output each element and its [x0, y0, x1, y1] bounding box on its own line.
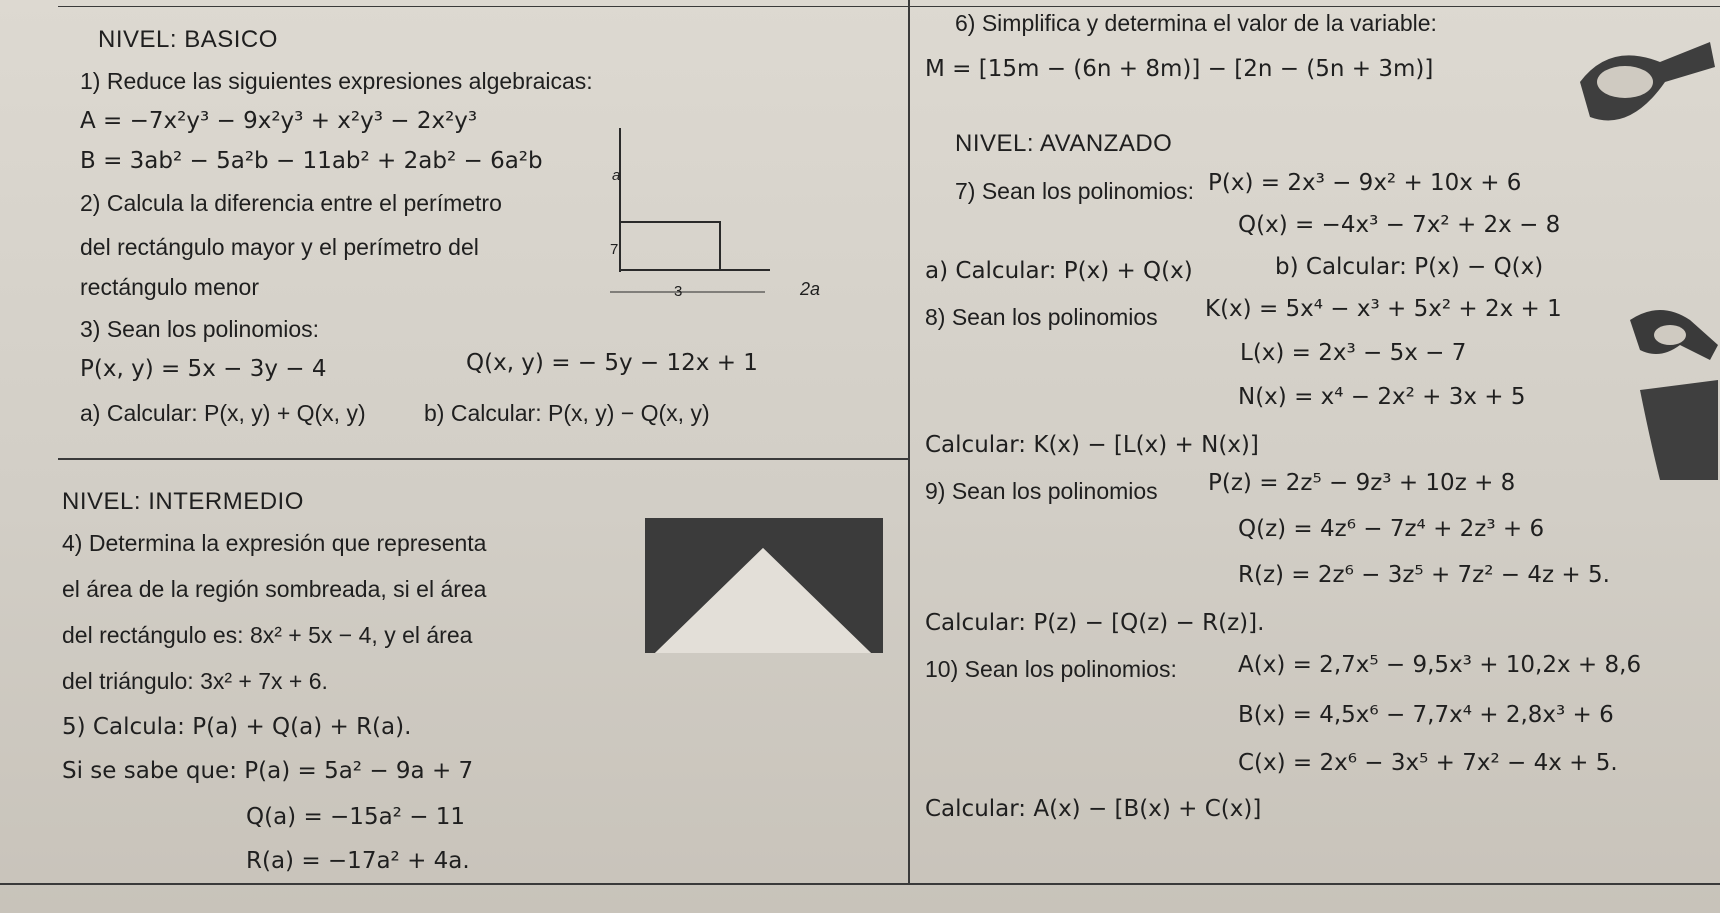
q9-calc: Calcular: P(z) − [Q(z) − R(z)].: [925, 610, 1265, 636]
q10-b: B(x) = 4,5x⁶ − 7,7x⁴ + 2,8x³ + 6: [1238, 702, 1614, 728]
fig-label-2a: 2a: [800, 279, 821, 299]
q9-text: 9) Sean los polinomios: [925, 478, 1158, 504]
q4-line3: del rectángulo es: 8x² + 5x − 4, y el área: [62, 622, 473, 648]
q9-q: Q(z) = 4z⁶ − 7z⁴ + 2z³ + 6: [1238, 516, 1545, 542]
q8-calc: Calcular: K(x) − [L(x) + N(x)]: [925, 432, 1259, 458]
intermediate-heading: NIVEL: INTERMEDIO: [62, 488, 304, 515]
decorative-doodle-top: [1570, 22, 1720, 142]
q6-text: 6) Simplifica y determina el valor de la variable:: [955, 10, 1437, 36]
fig-label-a: a: [612, 167, 621, 184]
fig-label-3: 3: [674, 283, 683, 300]
basic-section-divider: [58, 458, 909, 460]
basic-heading: NIVEL: BASICO: [98, 26, 278, 53]
column-divider: [908, 0, 910, 884]
rectangles-figure: [590, 122, 890, 302]
shaded-region-figure: [645, 518, 883, 658]
q5-r: R(a) = −17a² + 4a.: [246, 848, 470, 874]
q4-line1: 4) Determina la expresión que representa: [62, 530, 487, 556]
q10-c: C(x) = 2x⁶ − 3x⁵ + 7x² − 4x + 5.: [1238, 750, 1618, 776]
advanced-heading: NIVEL: AVANZADO: [955, 130, 1173, 157]
q2-line1: 2) Calcula la diferencia entre el perímetro: [80, 190, 502, 216]
q5-text: 5) Calcula: P(a) + Q(a) + R(a).: [62, 714, 412, 740]
q3-p: P(x, y) = 5x − 3y − 4: [80, 356, 327, 382]
q6-expr: M = [15m − (6n + 8m)] − [2n − (5n + 3m)]: [925, 56, 1434, 82]
q3-q: Q(x, y) = − 5y − 12x + 1: [466, 350, 758, 376]
q1-text: 1) Reduce las siguientes expresiones algebraicas:: [80, 68, 593, 94]
q1-expr-b: B = 3ab² − 5a²b − 11ab² + 2ab² − 6a²b: [80, 148, 543, 174]
fig-label-7: 7: [610, 241, 619, 258]
q4-line2: el área de la región sombreada, si el área: [62, 576, 487, 602]
q8-text: 8) Sean los polinomios: [925, 304, 1158, 330]
q1-expr-a: A = −7x²y³ − 9x²y³ + x²y³ − 2x²y³: [80, 108, 478, 134]
q3-a: a) Calcular: P(x, y) + Q(x, y): [80, 400, 366, 426]
q2-line2: del rectángulo mayor y el perímetro del: [80, 234, 479, 260]
q7-a: a) Calcular: P(x) + Q(x): [925, 258, 1193, 284]
q3-b: b) Calcular: P(x, y) − Q(x, y): [424, 400, 710, 426]
q8-n: N(x) = x⁴ − 2x² + 3x + 5: [1238, 384, 1526, 410]
q7-q: Q(x) = −4x³ − 7x² + 2x − 8: [1238, 212, 1561, 238]
q9-p: P(z) = 2z⁵ − 9z³ + 10z + 8: [1208, 470, 1516, 496]
q10-a: A(x) = 2,7x⁵ − 9,5x³ + 10,2x + 8,6: [1238, 652, 1642, 678]
q7-b: b) Calcular: P(x) − Q(x): [1275, 254, 1544, 280]
top-border: [58, 6, 1720, 7]
q2-line3: rectángulo menor: [80, 274, 259, 300]
q7-text: 7) Sean los polinomios:: [955, 178, 1195, 204]
decorative-doodle-middle: [1600, 300, 1720, 480]
q7-p: P(x) = 2x³ − 9x² + 10x + 6: [1208, 170, 1522, 196]
q4-line4: del triángulo: 3x² + 7x + 6.: [62, 668, 328, 694]
q8-l: L(x) = 2x³ − 5x − 7: [1240, 340, 1467, 366]
q5-q: Q(a) = −15a² − 11: [246, 804, 466, 830]
q9-r: R(z) = 2z⁶ − 3z⁵ + 7z² − 4z + 5.: [1238, 562, 1610, 588]
q10-calc: Calcular: A(x) − [B(x) + C(x)]: [925, 796, 1262, 822]
bottom-border: [0, 883, 1720, 885]
q10-text: 10) Sean los polinomios:: [925, 656, 1177, 682]
q8-k: K(x) = 5x⁴ − x³ + 5x² + 2x + 1: [1205, 296, 1562, 322]
q5-given: Si se sabe que: P(a) = 5a² − 9a + 7: [62, 758, 474, 784]
q3-text: 3) Sean los polinomios:: [80, 316, 320, 342]
